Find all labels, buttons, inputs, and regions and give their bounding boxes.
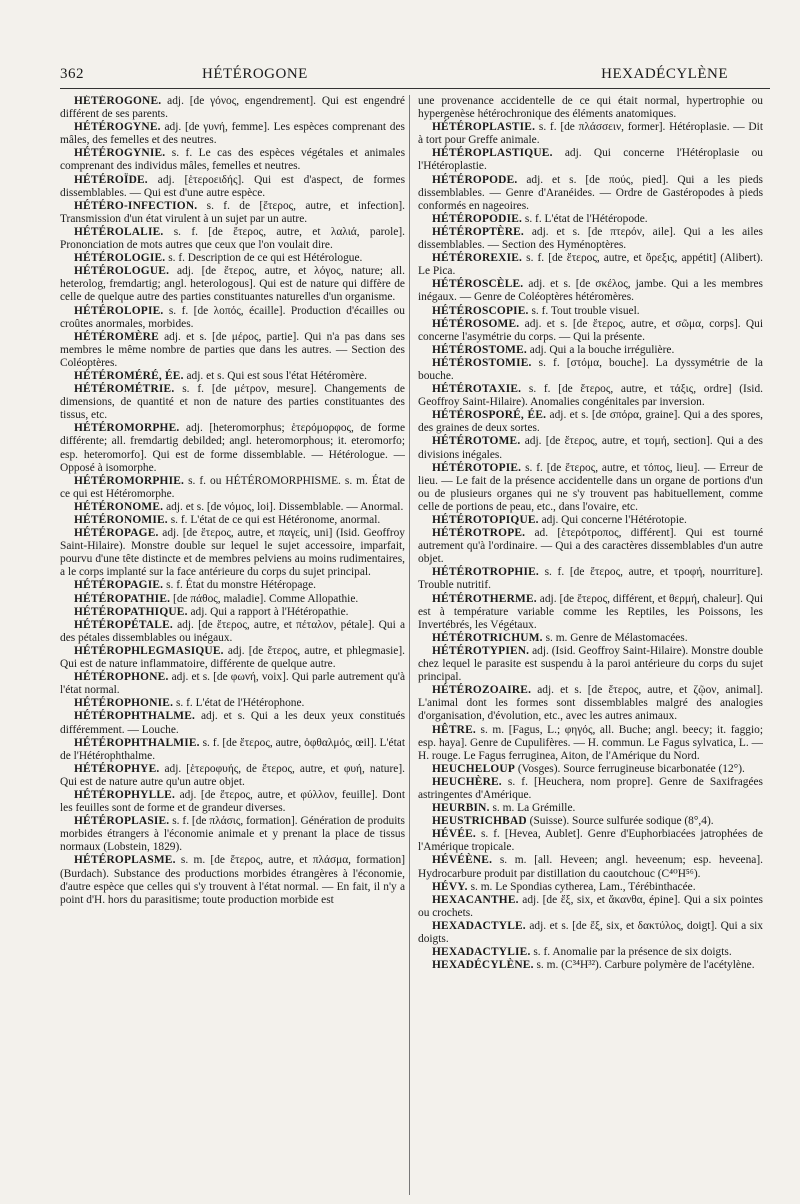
- entry-definition: s. m. La Grémille.: [489, 802, 576, 815]
- entry-definition: s. f. L'état de l'Hétérophone.: [173, 697, 305, 710]
- entry-headword: HÉTÉROPÉTALE.: [74, 618, 173, 631]
- entry-headword: HÉTÉRONOME.: [74, 500, 164, 513]
- dictionary-entry: [60, 579, 405, 592]
- dictionary-entry: [418, 213, 763, 226]
- entry-definition: s. f. [de μέτρον, mesure]. Changements de dimensions, de quantité et non de nature des parties constituantes des tissus, etc.: [60, 383, 405, 422]
- header-rule: [60, 88, 770, 89]
- entry-definition: adj. et s. [de ἕτερος, autre, et σῶμα, corps]. Qui concerne l'asymétrie du corps. — Qui la présente.: [418, 317, 763, 343]
- entry-headword: HEXADÉCYLÈNE.: [432, 959, 534, 972]
- entry-definition: s. f. Le cas des espèces végétales et animales comprenant des individus mâles, femelles et neutres.: [60, 147, 405, 173]
- dictionary-entry: [60, 174, 405, 200]
- dictionary-entry: [418, 920, 763, 946]
- entry-headword: HEXACANTHE.: [432, 893, 519, 906]
- dictionary-entry: [60, 593, 405, 606]
- entry-definition: adj. [de ἕτερος, autre, et παγείς, uni] (Isid. Geoffroy Saint-Hilaire). Monstre double sur lequel le sujet accessoire, imparfait, pourvu d'une tête distincte et de membres pelviens au moins rudimentaires, a le corps implanté sur la face antérieure du corps du sujet principal.: [60, 527, 405, 579]
- entry-definition: s. m. Le Spondias cytherea, Lam., Térébinthacée.: [467, 880, 696, 893]
- entry-definition: s. f. [de ἕτερος, autre, ὀφθαλμός, œil]. L'état de l'Hétérophthalme.: [60, 736, 405, 762]
- dictionary-entry: [60, 697, 405, 710]
- entry-headword: HÉVÉE.: [432, 828, 476, 841]
- entry-definition: s. f. Anomalie par la présence de six doigts.: [530, 946, 732, 959]
- entry-definition: s. f. [de πλάσις, formation]. Génération de produits morbides étrangers à l'économie animale et y prenant la place de tissus normaux (Lobstein, 1829).: [60, 815, 405, 854]
- dictionary-entry: [418, 946, 763, 959]
- entry-definition: adj. et s. [de σκέλος, jambe. Qui a les membres inégaux. — Genre de Coléoptères hétéromères.: [418, 278, 763, 304]
- entry-headword: HÉTÉROSCÈLE.: [432, 278, 524, 291]
- dictionary-entry: [418, 632, 763, 645]
- entry-definition: s. f. [de πλάσσειν, former]. Hétéroplasie. — Dit à tort pour Greffe animale.: [418, 121, 763, 147]
- entry-definition: adj. [ἑτεροφυής, de ἕτερος, autre, et φυή, nature]. Qui est de nature autre qu'un autre objet.: [60, 762, 405, 788]
- entry-headword: HÉTÉROPHTHALMIE.: [74, 736, 200, 749]
- dictionary-entry: [418, 344, 763, 357]
- entry-definition: adj. et s. [de ἕξ, six, et δακτύλος, doigt]. Qui a six doigts.: [418, 919, 763, 945]
- dictionary-entry: [60, 527, 405, 579]
- dictionary-entry: [418, 278, 763, 304]
- entry-definition: s. m. [de ἕτερος, autre, et πλάσμα, formation] (Burdach). Substance des productions morbides étrangères à l'économie, d'autre espèce que celles qui s'y trouvent à l'état normal. — En fait, il n'y a point d'H. hors du parasitisme; toute production morbide est: [60, 854, 405, 906]
- entry-headword: HÉTÉROÏDE.: [74, 173, 148, 186]
- entry-definition: adj. et s. Qui est sous l'état Hétéromère.: [183, 369, 367, 382]
- entry-definition: adj. [de ἕτερος, autre, et πέταλον, pétale]. Qui a des pétales dissemblables ou inégaux.: [60, 618, 405, 644]
- entry-definition: s. f. de [ἕτερος, autre, et infection]. Transmission d'un état virulent à un sujet par un autre.: [60, 199, 405, 225]
- entry-headword: HÉTÉROSTOMIE.: [432, 356, 532, 369]
- dictionary-entry: [418, 527, 763, 566]
- entry-headword: HÉTÉROTYPIEN.: [432, 644, 530, 657]
- page-number: 362: [60, 66, 84, 82]
- dictionary-entry: [60, 305, 405, 331]
- entry-headword: HEXADACTYLE.: [432, 919, 526, 932]
- entry-definition: s. f. [στόμα, bouche]. La dyssymétrie de la bouche.: [418, 356, 763, 382]
- dictionary-entry: [60, 383, 405, 422]
- dictionary-entry: [60, 763, 405, 789]
- dictionary-entry: [418, 776, 763, 802]
- dictionary-entry: [418, 854, 763, 880]
- entry-definition: (Suisse). Source sulfurée sodique (8°,4).: [526, 815, 714, 828]
- entry-headword: HÉTÉROPLASIE.: [74, 815, 170, 828]
- entry-headword: HEUCHÈRE.: [432, 775, 502, 788]
- dictionary-entry: [418, 724, 763, 763]
- entry-headword: HÉTÉROPAGIE.: [74, 579, 164, 592]
- entry-headword: HÉVÉÈNE.: [432, 854, 493, 867]
- entry-headword: HÉTÉROZOAIRE.: [432, 684, 532, 697]
- dictionary-entry: [418, 409, 763, 435]
- entry-headword: HEURBIN.: [432, 802, 490, 815]
- dictionary-entry: [418, 357, 763, 383]
- dictionary-entry: [418, 305, 763, 318]
- entry-definition: adj. et s. [de ἕτερος, autre, et ζῷον, animal]. L'animal dont les formes sont dissemblables malgré des analogies d'organisation, d'évolution, etc., avec les autres animaux.: [418, 684, 763, 723]
- right-column: [418, 95, 763, 1200]
- dictionary-entry: [418, 645, 763, 684]
- entry-definition: s. f. L'état de ce qui est Hétéronome, anormal.: [167, 514, 381, 526]
- entry-definition: s. f. [de λοπός, écaille]. Production d'écailles ou croûtes anormales, morbides.: [60, 304, 405, 330]
- entry-headword: HÉTÉROMORPHE.: [74, 422, 180, 435]
- entry-headword: HÉTÉROTHERME.: [432, 592, 537, 605]
- entry-definition: adj. et s. [de φωνή, voix]. Qui parle autrement qu'à l'état normal.: [60, 671, 405, 697]
- entry-headword: HÉTÉROPODIE.: [432, 212, 523, 225]
- entry-headword: HÉTÉROMORPHIE.: [74, 474, 185, 487]
- entry-definition: s. f. [de ἕτερος, autre, et τροφή, nourriture]. Trouble nutritif.: [418, 566, 763, 592]
- dictionary-entry: [60, 501, 405, 514]
- entry-headword: HÉTÉROPHYE.: [74, 762, 160, 775]
- entry-definition: s. f. État du monstre Hétéropage.: [163, 579, 316, 592]
- entry-headword: HÉTÉROPHYLLE.: [74, 788, 176, 801]
- dictionary-entry: [60, 619, 405, 645]
- entry-definition: s. m. [all. Heveen; angl. heveenum; esp. heveena]. Hydrocarbure produit par distillation du caoutchouc (C⁴⁰H⁵⁶).: [418, 854, 763, 880]
- dictionary-entry: [418, 121, 763, 147]
- entry-headword: HÉVY.: [432, 880, 468, 893]
- dictionary-entry: [418, 462, 763, 514]
- entry-definition: adj. et s. Qui a les deux yeux constitués différemment. — Louche.: [60, 710, 405, 736]
- entry-headword: HÉTÉROPLASME.: [74, 854, 176, 867]
- entry-definition: s. m. [Fagus, L.; φηγός, all. Buche; angl. beecy; it. faggio; esp. haya]. Genre de Cupulifères. — H. commun. Le Fagus sylvatica, L. — H. rouge. Le Fagus ferruginea, Aiton, de l'Amérique du Nord.: [418, 723, 763, 762]
- entry-definition: s. f. [Heuchera, nom propre]. Genre de Saxifragées astringentes d'Amérique.: [418, 775, 763, 801]
- dictionary-entry: [60, 645, 405, 671]
- entry-headword: HÉTÉROLALIE.: [74, 225, 164, 238]
- dictionary-entry: [418, 383, 763, 409]
- entry-headword: HÉTÉROTRICHUM.: [432, 631, 543, 644]
- entry-headword: HÉTÉROSTOME.: [432, 343, 527, 356]
- dictionary-entry: [418, 566, 763, 592]
- entry-headword: HÉTÉROLOPIE.: [74, 304, 164, 317]
- dictionary-entry: [60, 200, 405, 226]
- dictionary-entry: [418, 828, 763, 854]
- entry-definition: adj. Qui concerne l'Hétérotopie.: [538, 514, 687, 526]
- right-guide-word: HEXADÉCYLÈNE: [601, 66, 728, 82]
- dictionary-entry: [418, 894, 763, 920]
- dictionary-entry: [418, 815, 763, 828]
- entry-headword: HÉTÉRO-INFECTION.: [74, 199, 198, 212]
- entry-definition: adj. [ἑτεροειδής]. Qui est d'aspect, de formes dissemblables. — Qui est d'une autre espèce.: [60, 173, 405, 199]
- entry-definition: s. f. [de ἕτερος, autre, et τάξις, ordre] (Isid. Geoffroy Saint-Hilaire). Anomalies congénitales par inversion.: [418, 383, 763, 409]
- dictionary-entry: [60, 789, 405, 815]
- dictionary-entry: [418, 684, 763, 723]
- entry-headword: HÉTÉROGYNIE.: [74, 147, 166, 160]
- dictionary-entry: [418, 226, 763, 252]
- entry-definition: adj. [de ἕτερος, autre, et λόγος, nature; all. heterolog, fremdartig; angl. heterologous]. Qui est de nature qui diffère de celle de quelque autre des parties constituantes naturelles d'un organisme.: [60, 265, 405, 304]
- entry-definition: une provenance accidentelle de ce qui était normal, hypertrophie ou hypergenèse hétérochronique des éléments anatomiques.: [418, 95, 763, 121]
- entry-headword: HÊTRE.: [432, 723, 476, 736]
- dictionary-entry: [60, 710, 405, 736]
- entry-definition: adj. et s. [de νόμος, loi]. Dissemblable. — Anormal.: [163, 500, 404, 513]
- entry-headword: HÉTÉROTAXIE.: [432, 383, 522, 396]
- entry-definition: s. m. Genre de Mélastomacées.: [542, 631, 688, 644]
- entry-headword: HÉTÉROPHONIE.: [74, 697, 174, 710]
- dictionary-entry: [418, 593, 763, 632]
- entry-headword: HÉTÉROTOME.: [432, 435, 521, 448]
- entry-definition: adj. (Isid. Geoffroy Saint-Hilaire). Monstre double chez lequel le parasite est suspendu à la paroi antérieure du corps du sujet principal.: [418, 644, 763, 684]
- entry-definition: s. f. ou HÉTÉROMORPHISME. s. m. État de ce qui est Hétéromorphe.: [60, 474, 405, 500]
- dictionary-entry: [418, 95, 763, 121]
- entry-definition: adj. et s. [de σπόρα, graine]. Qui a des spores, des graines de deux sortes.: [418, 409, 763, 435]
- entry-definition: [de πάθος, maladie]. Comme Allopathie.: [170, 592, 359, 605]
- entry-definition: s. f. [de ἕτερος, autre, et λαλιά, parole]. Prononciation de mots autres que ceux que l'on voulait dire.: [60, 225, 405, 252]
- entry-headword: HÉTÉROLOGUE.: [74, 265, 170, 278]
- dictionary-entry: [60, 331, 405, 370]
- entry-definition: s. f. Description de ce qui est Hétérologue.: [165, 252, 363, 265]
- entry-headword: HEUSTRICHBAD: [432, 815, 527, 828]
- dictionary-entry: [60, 265, 405, 304]
- entry-headword: HÉTÉROPLASTIE.: [432, 121, 536, 134]
- running-header: [60, 66, 770, 88]
- left-column: [60, 95, 405, 1200]
- dictionary-entry: [418, 763, 763, 776]
- left-guide-word: HÉTÉROGONE: [202, 66, 308, 82]
- dictionary-entry: [418, 174, 763, 213]
- entry-definition: s. f. [Hevea, Aublet]. Genre d'Euphorbiacées jatrophées de l'Amérique tropicale.: [418, 828, 763, 854]
- dictionary-entry: [60, 671, 405, 697]
- entry-definition: adj. [de γόνος, engendrement]. Qui est engendré différent de ses parents.: [60, 95, 405, 121]
- entry-headword: HÉTÉROPATHIE.: [74, 592, 171, 605]
- entry-definition: s. f. Tout trouble visuel.: [528, 304, 640, 317]
- entry-definition: adj. Qui concerne l'Hétéroplasie ou l'Hétéroplastie.: [418, 147, 763, 173]
- entry-definition: s. f. [de ἕτερος, autre, et ὄρεξις, appétit] (Alibert). Le Pica.: [418, 252, 763, 278]
- entry-headword: HEUCHELOUP: [432, 762, 516, 775]
- entry-definition: (Vosges). Source ferrugineuse bicarbonatée (12°).: [515, 762, 745, 775]
- entry-headword: HÉTÉROPHLEGMASIQUE.: [74, 644, 224, 657]
- entry-definition: adj. [de ἕτερος, autre, et phlegmasie]. Qui est de nature inflammatoire, différente de quelque autre.: [60, 644, 405, 671]
- dictionary-entry: [418, 252, 763, 278]
- entry-definition: adj. [de ἕξ, six, et ἄκανθα, épine]. Qui a six pointes ou crochets.: [418, 893, 763, 919]
- entry-headword: HÉTÉROGYNE.: [74, 121, 161, 134]
- entry-headword: HÉTÉROTOPIE.: [432, 461, 522, 474]
- entry-headword: HÉTÉROSCOPIE.: [432, 304, 529, 317]
- entry-definition: ad. [ἑτερότροπος, différent]. Qui est tourné autrement qu'à l'ordinaire. — Qui a des caractères dissemblables d'un autre objet.: [418, 527, 763, 566]
- entry-definition: adj. et s. [de πούς, pied]. Qui a les pieds dissemblables. — Genre d'Aranéides. — Ordre de Gastéropodes à pieds conformés en nageoires.: [418, 173, 763, 212]
- entry-headword: HÉTÉROPHONE.: [74, 671, 169, 684]
- dictionary-entry: [60, 475, 405, 501]
- entry-headword: HÉTÉRONOMIE.: [74, 514, 168, 526]
- entry-definition: adj. et s. [de μέρος, partie]. Qui n'a pas dans ses membres le même nombre de parties que dans les autres. — Section des Coléoptères.: [60, 330, 405, 369]
- dictionary-entry: [418, 318, 763, 344]
- entry-definition: adj. Qui a rapport à l'Hétéropathie.: [187, 605, 349, 618]
- dictionary-entry: [418, 802, 763, 815]
- dictionary-entry: [418, 959, 763, 972]
- entry-definition: adj. [de ἕτερος, autre, et τομή, section]. Qui a des divisions inégales.: [418, 435, 763, 461]
- entry-headword: HÉTÉROMÉTRIE.: [74, 383, 175, 396]
- dictionary-entry: [60, 121, 405, 147]
- entry-headword: HÉTÉROPHTHALME.: [74, 710, 196, 723]
- entry-definition: s. m. (C³⁴H³²). Carbure polymère de l'acétylène.: [533, 959, 755, 972]
- dictionary-entry: [418, 514, 763, 527]
- dictionary-entry: [60, 737, 405, 763]
- entry-definition: adj. [de γυνή, femme]. Les espèces comprenant des mâles, des femelles et des neutres.: [60, 121, 405, 147]
- entry-definition: adj. [de ἕτερος, autre, et φύλλον, feuille]. Dont les feuilles sont de forme et de grandeur diverses.: [60, 788, 405, 815]
- dictionary-entry: [60, 252, 405, 265]
- entry-definition: s. f. [de ἕτερος, autre, et τόπος, lieu]. — Erreur de lieu. — Le fait de la présence accidentelle dans un organe de portions d'un ou de plusieurs organes qui ne s'y trouvent pas habituellement, comme celle de portions de peau, etc., dans l'ovaire, etc.: [418, 461, 763, 513]
- entry-definition: adj. [heteromorphus; ἑτερόμορφος, de forme différente; all. fremdartig debilded; angl. heteromorphous; it. eteromorfo; esp. heteromorfo]. Qui est de forme dissemblable. — Hétérologue. — Opposé à isomorphe.: [60, 422, 405, 474]
- entry-definition: s. f. L'état de l'Hétéropode.: [522, 212, 648, 225]
- dictionary-entry: [60, 422, 405, 474]
- dictionary-entry: [60, 606, 405, 619]
- dictionary-entry: [60, 370, 405, 383]
- dictionary-entry: [418, 147, 763, 173]
- entry-headword: HÉTÉROMÈRE: [74, 330, 159, 343]
- entry-headword: HÉTÉROSOME.: [432, 317, 520, 330]
- dictionary-entry: [60, 514, 405, 527]
- entry-headword: HÉTÉROSPORÉ, ÉE.: [432, 409, 547, 422]
- entry-headword: HÉTÉROTROPE.: [432, 527, 526, 540]
- dictionary-entry: [60, 95, 405, 121]
- entry-headword: HÉTÉROPLASTIQUE.: [432, 147, 553, 160]
- entry-headword: HÉTÉROTROPHIE.: [432, 566, 539, 579]
- entry-headword: HÉTÉROPAGE.: [74, 527, 159, 540]
- entry-definition: adj. Qui a la bouche irrégulière.: [526, 343, 675, 356]
- entry-definition: adj. et s. [de πτερόν, aile]. Qui a les ailes dissemblables. — Section des Hyménoptères.: [418, 225, 763, 252]
- dictionary-entry: [60, 226, 405, 252]
- column-divider: [409, 95, 410, 1195]
- dictionary-entry: [60, 854, 405, 906]
- entry-definition: adj. [de ἕτερος, différent, et θερμή, chaleur]. Qui est à température variable comme les Reptiles, les Poissons, les Invertébrés, les Végétaux.: [418, 592, 763, 631]
- dictionary-entry: [60, 815, 405, 854]
- entry-headword: HÉTÉROPATHIQUE.: [74, 605, 188, 618]
- entry-headword: HÉTÉROREXIE.: [432, 252, 523, 265]
- entry-headword: HÉTÉROLOGIE.: [74, 252, 166, 265]
- dictionary-entry: [418, 435, 763, 461]
- entry-headword: HEXADACTYLIE.: [432, 946, 531, 959]
- entry-headword: HÉTÉROTOPIQUE.: [432, 514, 539, 526]
- entry-headword: HÉTÉROGONE.: [74, 95, 162, 107]
- dictionary-entry: [418, 881, 763, 894]
- entry-headword: HÉTÉROPTÈRE.: [432, 225, 524, 238]
- dictionary-entry: [60, 147, 405, 173]
- entry-headword: HÉTÉROPODE.: [432, 173, 518, 186]
- entry-headword: HÉTÉROMÉRÉ, ÉE.: [74, 369, 184, 382]
